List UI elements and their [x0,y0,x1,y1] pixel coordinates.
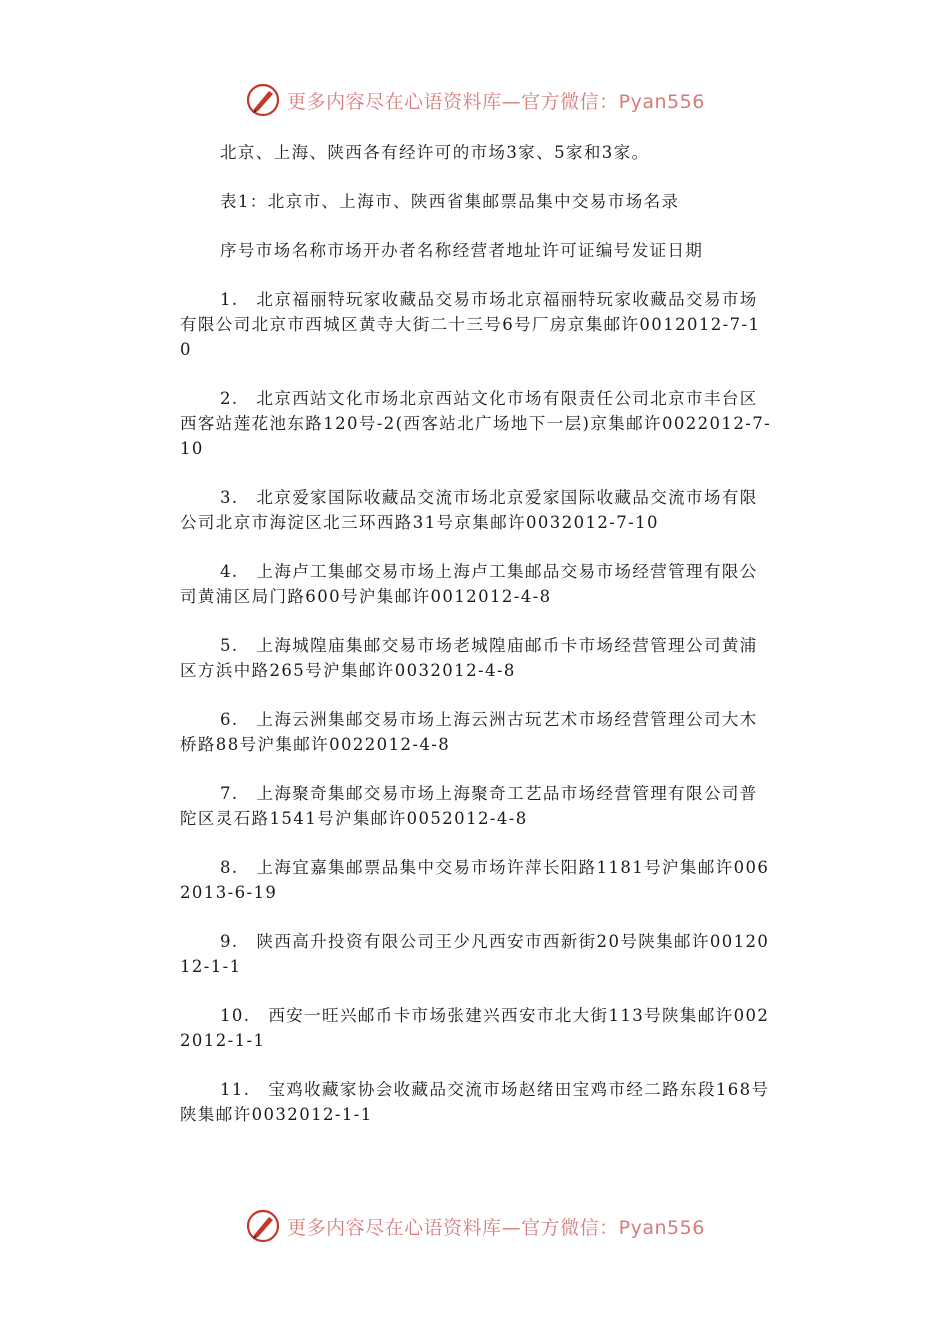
header-banner [0,82,950,118]
list-item: 5. 上海城隍庙集邮交易市场老城隍庙邮币卡市场经营管理公司黄浦区方浜中路265号沪集邮许0032012-4-8 [180,636,758,680]
list-item: 4. 上海卢工集邮交易市场上海卢工集邮品交易市场经营管理有限公司黄浦区局门路600号沪集邮许0012012-4-8 [180,562,758,606]
list-item: 3. 北京爱家国际收藏品交流市场北京爱家国际收藏品交流市场有限公司北京市海淀区北三环西路31号京集邮许0032012-7-10 [180,488,758,532]
list-item: 1. 北京福丽特玩家收藏品交易市场北京福丽特玩家收藏品交易市场有限公司北京市西城区黄寺大街二十三号6号厂房京集邮许0012012-7-10 [180,290,761,359]
table-caption: 表1：北京市、上海市、陕西省集邮票品集中交易市场名录 [220,192,680,211]
pen-logo-icon [245,82,281,118]
footer-banner [0,1208,950,1244]
list-item: 10. 西安一旺兴邮币卡市场张建兴西安市北大街113号陕集邮许0022012-1-1 [180,1006,770,1050]
list-item: 8. 上海宜嘉集邮票品集中交易市场许萍长阳路1181号沪集邮许0062013-6-19 [180,858,770,902]
list-item: 2. 北京西站文化市场北京西站文化市场有限责任公司北京市丰台区西客站莲花池东路120号-2(西客站北广场地下一层)京集邮许0022012-7-10 [180,389,772,458]
table-header-line: 序号市场名称市场开办者名称经营者地址许可证编号发证日期 [220,241,704,260]
pen-logo-icon [245,1208,281,1244]
list-item: 11. 宝鸡收藏家协会收藏品交流市场赵绪田宝鸡市经二路东段168号陕集邮许0032012-1-1 [180,1080,770,1124]
list-item: 6. 上海云洲集邮交易市场上海云洲古玩艺术市场经营管理公司大木桥路88号沪集邮许0022012-4-8 [180,710,758,754]
intro-paragraph: 北京、上海、陕西各有经许可的市场3家、5家和3家。 [220,143,650,162]
header-banner-text: 更多内容尽在心语资料库—官方微信：Pyan556 [287,90,705,113]
list-item: 9. 陕西高升投资有限公司王少凡西安市西新街20号陕集邮许0012012-1-1 [180,932,770,976]
list-item: 7. 上海聚奇集邮交易市场上海聚奇工艺品市场经营管理有限公司普陀区灵石路1541号沪集邮许0052012-4-8 [180,784,758,828]
footer-banner-text: 更多内容尽在心语资料库—官方微信：Pyan556 [287,1216,705,1239]
document-body [180,140,772,1151]
